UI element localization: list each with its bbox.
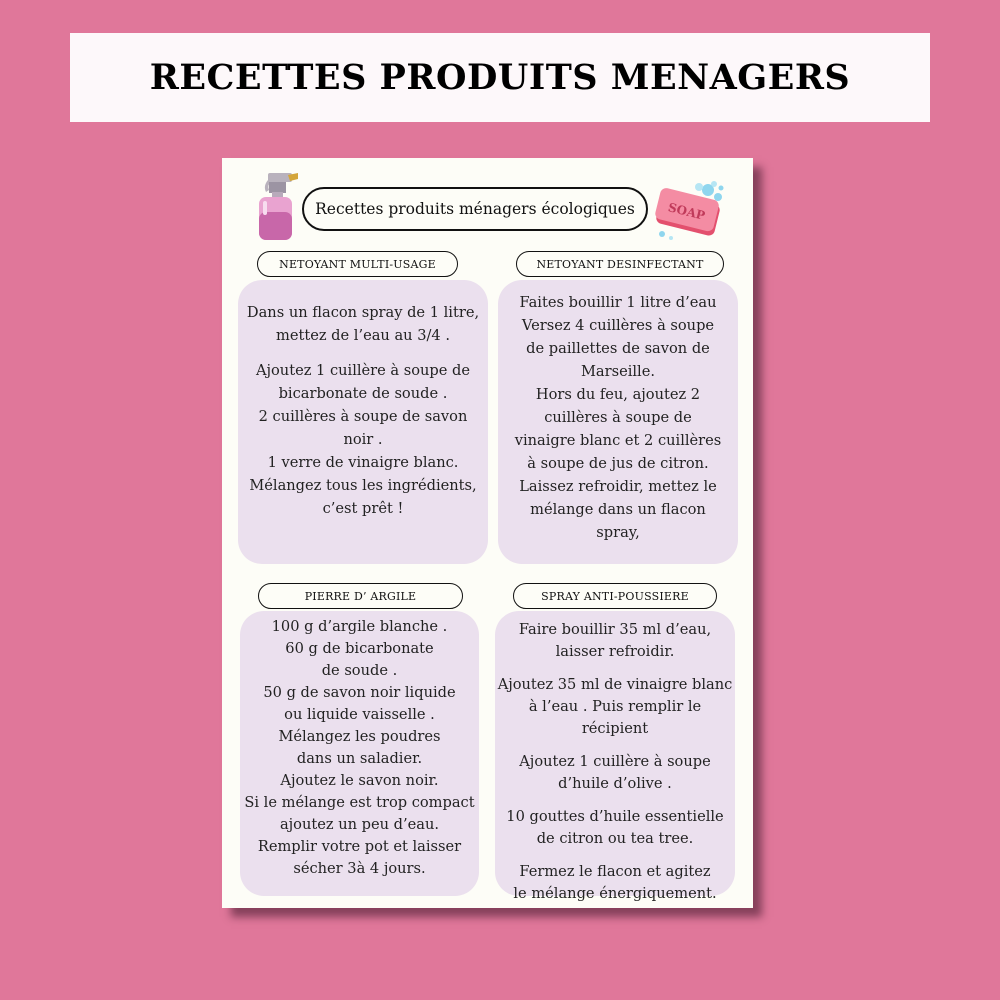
soap-bar-icon [650,178,728,242]
recipe-line: à soupe de jus de citron. [527,455,709,472]
recipe-card-desinfectant [498,280,738,564]
recipe-line: Ajoutez 1 cuillère à soupe [519,753,711,770]
recipe-line: Ajoutez 1 cuillère à soupe de [255,362,471,379]
recipe-line: Remplir votre pot et laisser [257,838,462,855]
recipe-line: vinaigre blanc et 2 cuillères [514,432,722,449]
recipe-paragraph [249,359,476,520]
recipe-card-multi-usage [238,280,488,564]
recipe-title-pierre-argile [258,583,463,609]
recipe-title-text: PIERRE D’ ARGILE [304,589,417,603]
recipe-title-text: NETOYANT DESINFECTANT [536,257,704,271]
recipe-title-text: SPRAY ANTI-POUSSIERE [541,589,689,603]
recipe-line: noir . [343,431,383,448]
recipe-line: 10 gouttes d’huile essentielle [506,808,724,825]
recipe-line: Versez 4 cuillères à soupe [521,317,715,334]
recipe-line: Ajoutez 35 ml de vinaigre blanc [497,676,733,693]
recipe-line: 50 g de savon noir liquide [263,684,456,701]
recipe-line: sécher 3à 4 jours. [293,860,426,877]
recipe-line: 60 g de bicarbonate [285,640,434,657]
title-banner [70,33,930,122]
recipe-line: Hors du feu, ajoutez 2 [535,386,701,403]
recipe-line: Faites bouillir 1 litre d’eau [519,294,717,311]
recipe-line: Mélangez les poudres [278,728,441,745]
recipe-line: dans un saladier. [296,750,423,767]
recipe-line: 1 verre de vinaigre blanc. [267,454,459,471]
sheet-title [302,187,648,231]
recipe-line: Si le mélange est trop compact [244,794,475,811]
recipe-line: laisser refroidir. [555,643,675,660]
recipe-line: Mélangez tous les ingrédients, [249,477,477,494]
recipe-title-desinfectant [516,251,724,277]
recipe-paragraph [519,619,711,663]
recipe-line: Dans un flacon spray de 1 litre, [246,304,480,321]
recipe-paragraph [515,291,722,544]
spray-bottle-icon [254,170,302,242]
recipe-paragraph [244,616,474,880]
recipe-line: de paillettes de savon de [526,340,710,357]
recipe-card-pierre-argile [240,611,479,896]
sheet-title-text: Recettes produits ménagers écologiques [315,200,635,218]
recipe-title-spray-anti-poussiere [513,583,717,609]
recipe-title-text: NETOYANT MULTI-USAGE [279,257,436,271]
recipe-line: Marseille. [580,363,655,380]
recipe-card-spray-anti-poussiere [495,611,735,902]
recipe-line: de soude . [321,662,398,679]
recipe-line: mettez de l’eau au 3/4 . [276,327,450,344]
recipe-line: mélange dans un flacon [530,501,706,518]
recipe-line: cuillères à soupe de [544,409,692,426]
recipe-line: spray, [596,524,640,541]
recipe-line: Laissez refroidir, mettez le [519,478,717,495]
recipe-line: ou liquide vaisselle . [284,706,435,723]
recipe-line: Ajoutez le savon noir. [280,772,439,789]
banner-title: RECETTES PRODUITS MENAGERS [149,57,851,98]
recipe-line: bicarbonate de soude . [278,385,448,402]
recipe-line: d’huile d’olive . [558,775,672,792]
recipe-title-multi-usage [257,251,458,277]
recipe-line: à l’eau . Puis remplir le récipient [528,698,702,737]
recipe-line: Faire bouillir 35 ml d’eau, [518,621,712,638]
recipe-paragraph [506,806,723,850]
recipe-paragraph [519,751,710,795]
soap-label: SOAP [666,200,707,223]
recipe-line: Fermez le flacon et agitez [519,863,711,880]
recipe-line: 100 g d’argile blanche . [271,618,448,635]
recipe-line: de citron ou tea tree. [536,830,694,847]
recipe-paragraph [247,301,479,347]
recipe-line: c’est prêt ! [322,500,404,517]
recipe-line: le mélange énergiquement. [513,885,717,902]
recipe-line: ajoutez un peu d’eau. [279,816,440,833]
recipe-paragraph [495,674,735,740]
recipe-line: 2 cuillères à soupe de savon [258,408,468,425]
recipe-paragraph [513,861,716,905]
